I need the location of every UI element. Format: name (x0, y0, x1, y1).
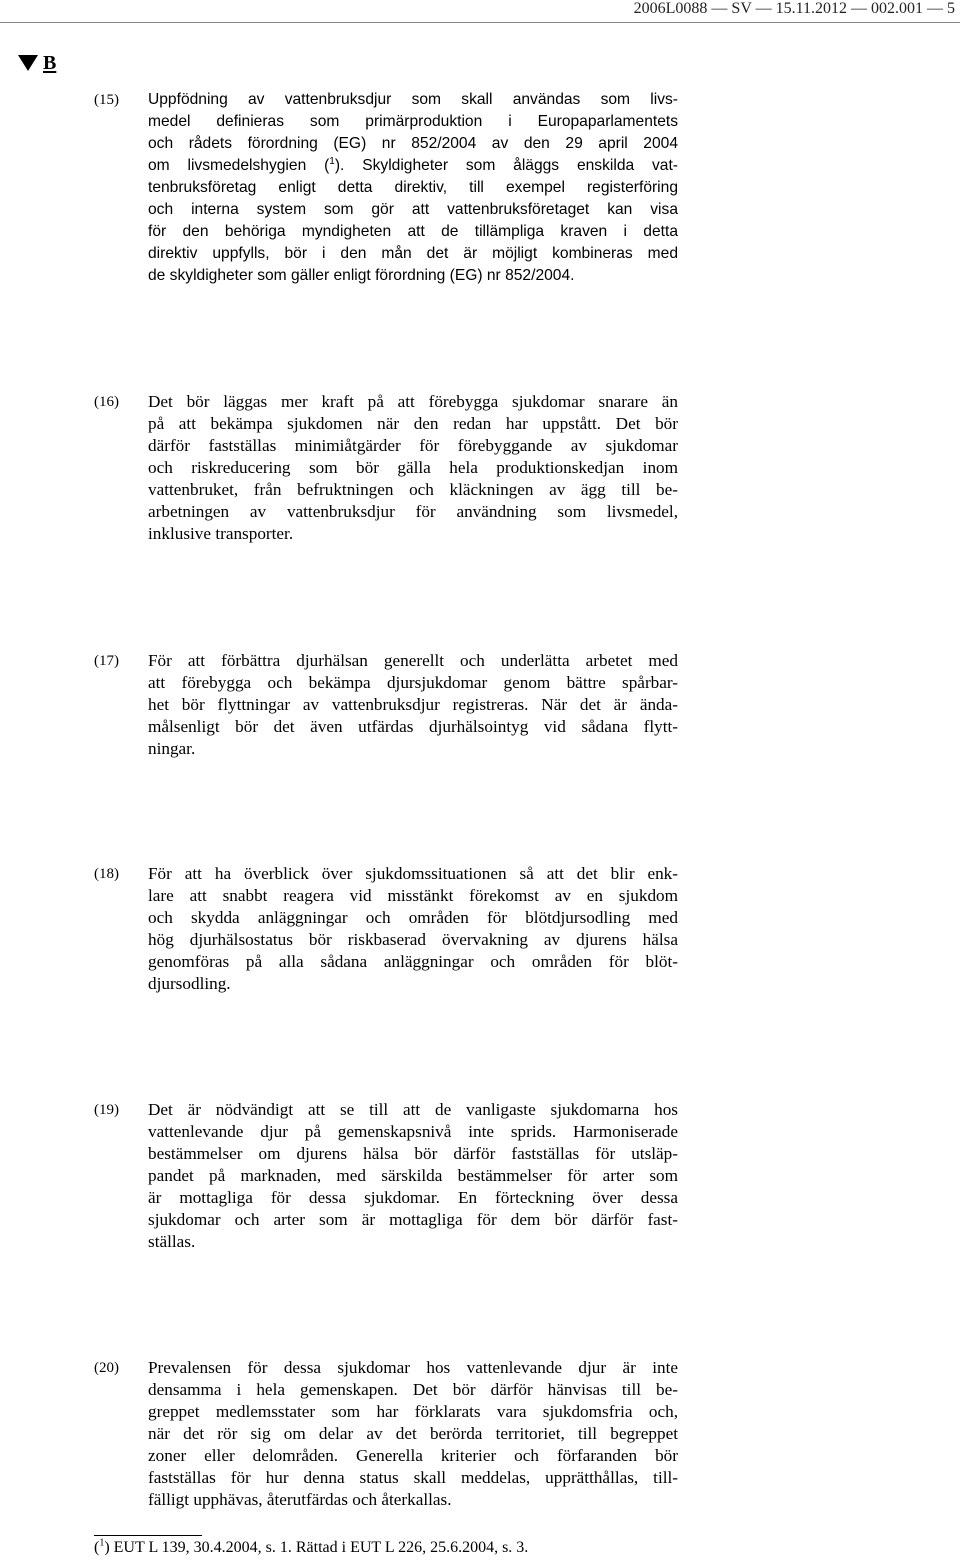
recital-16 (94, 391, 678, 545)
recital-number: (15) (94, 92, 119, 108)
recital-17 (94, 650, 678, 760)
footnote-reference[interactable]: 1 (329, 155, 335, 167)
text-line: och skydda anläggningar och områden för blötdjursodling med (148, 908, 678, 927)
text-line: att förebygga och bekämpa djursjukdomar genom bättre spårbar- (148, 673, 678, 692)
text-line: För att förbättra djurhälsan generellt och underlätta arbetet med (148, 651, 678, 670)
text-line: greppet medlemsstater som har förklarats vara sjukdomsfria och, (148, 1402, 678, 1421)
running-header: 2006L0088 — SV — 15.11.2012 — 002.001 — 5 (633, 0, 955, 17)
text-line: Det är nödvändigt att se till att de vanligaste sjukdomarna hos (148, 1100, 678, 1119)
recital-text (148, 1357, 678, 1511)
text-segment: ). Skyldigheter som åläggs enskilda vat- (334, 157, 678, 174)
text-line: Uppfödning av vattenbruksdjur som skall användas som livs- (148, 91, 678, 108)
recital-text (148, 1099, 678, 1253)
text-line: ställas. (148, 1232, 196, 1251)
footnote-separator (94, 1535, 202, 1536)
header-rule (0, 22, 960, 23)
text-line: tenbruksföretag enligt detta direktiv, till exempel registerföring (148, 179, 678, 196)
text-line: och rådets förordning (EG) nr 852/2004 av den 29 april 2004 (148, 135, 678, 152)
text-line: vattenbruket, från befruktningen och kläckningen av ägg till be- (148, 480, 678, 499)
text-line: fälligt upphävas, återutfärdas och återkallas. (148, 1490, 452, 1509)
text-line: och interna system som gör att vattenbruksföretaget kan visa (148, 201, 678, 218)
recital-text (148, 650, 678, 760)
text-line: arbetningen av vattenbruksdjur för användning som livsmedel, (148, 502, 678, 521)
text-line: därför fastställas minimiåtgärder för förebyggande av sjukdomar (148, 436, 678, 455)
recital-text (148, 89, 678, 287)
text-line: de skyldigheter som gäller enligt förordning (EG) nr 852/2004. (148, 267, 575, 284)
text-line: Det bör läggas mer kraft på att förebygga sjukdomar snarare än (148, 392, 678, 411)
recital-20 (94, 1357, 678, 1511)
text-line: inklusive transporter. (148, 524, 294, 543)
footnote-text: EUT L 139, 30.4.2004, s. 1. Rättad i EUT L 226, 25.6.2004, s. 3. (113, 1539, 529, 1556)
text-segment: om livsmedelshygien ( (148, 157, 330, 174)
recital-number: (19) (94, 1102, 119, 1118)
recital-text (148, 863, 678, 995)
text-line: Prevalensen för dessa sjukdomar hos vattenlevande djur är inte (148, 1358, 678, 1377)
footnote: ($^1$) EUT L 139, 30.4.2004, s. 1. Rättad i EUT L 226, 25.6.2004, s. 3. (94, 1537, 529, 1556)
text-line: för den behöriga myndigheten att de tillämpliga kraven i detta (148, 223, 678, 240)
text-line: zoner eller delområden. Generella kriterier och förfaranden bör (148, 1446, 678, 1465)
recital-number: (18) (94, 866, 119, 882)
text-line: på att bekämpa sjukdomen när den redan har uppstått. Det bör (148, 414, 678, 433)
triangle-down-icon (18, 55, 38, 71)
text-line: fastställas för hur denna status skall meddelas, upprätthållas, till- (148, 1468, 678, 1487)
text-line: målsenligt bör det även utfärdas djurhälsointyg vid sådana flytt- (148, 717, 678, 736)
text-line: bestämmelser om djurens hälsa bör därför fastställas för utsläp- (148, 1144, 678, 1163)
recital-number: (17) (94, 653, 119, 669)
recital-15 (94, 89, 678, 287)
text-line: är mottagliga för dessa sjukdomar. En förteckning över dessa (148, 1188, 678, 1207)
recital-number: (16) (94, 394, 119, 410)
text-line: medel definieras som primärproduktion i Europaparlamentets (148, 113, 678, 130)
recital-19 (94, 1099, 678, 1253)
amendment-marker-label: B (43, 52, 57, 74)
recital-text (148, 391, 678, 545)
text-line: genomföras på alla sådana anläggningar och områden för blöt- (148, 952, 678, 971)
text-line: direktiv uppfylls, bör i den mån det är möjligt kombineras med (148, 245, 678, 262)
text-line: vattenlevande djur på gemenskapsnivå inte sprids. Harmoniserade (148, 1122, 678, 1141)
text-line: lare att snabbt reagera vid misstänkt förekomst av en sjukdom (148, 886, 678, 905)
text-line: ningar. (148, 739, 196, 758)
recital-18 (94, 863, 678, 995)
text-line: djursodling. (148, 974, 231, 993)
text-line: när det rör sig om delar av det berörda territoriet, till begreppet (148, 1424, 678, 1443)
text-line: densamma i hela gemenskapen. Det bör därför hänvisas till be- (148, 1380, 678, 1399)
text-line: het bör flyttningar av vattenbruksdjur registreras. När det är ända- (148, 695, 678, 714)
amendment-marker (18, 52, 56, 74)
text-line: sjukdomar och arter som är mottagliga för dem bör därför fast- (148, 1210, 678, 1229)
footnote-mark: 1 (99, 1537, 105, 1549)
text-line: och riskreducering som bör gälla hela produktionskedjan inom (148, 458, 678, 477)
text-line: För att ha överblick över sjukdomssituationen så att det blir enk- (148, 864, 678, 883)
recital-number: (20) (94, 1360, 119, 1376)
text-line: hög djurhälsostatus bör riskbaserad övervakning av djurens hälsa (148, 930, 678, 949)
text-line: pandet på marknaden, med särskilda bestämmelser för arter som (148, 1166, 678, 1185)
text-line (148, 155, 678, 177)
